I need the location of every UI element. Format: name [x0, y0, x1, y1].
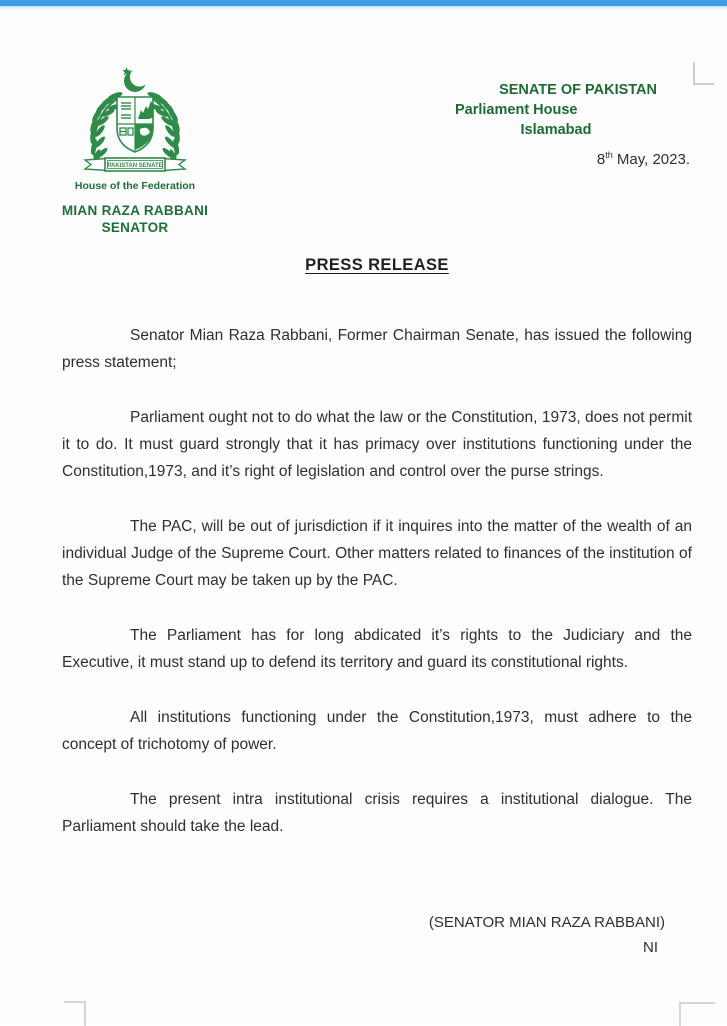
paragraph: All institutions functioning under the Constitution,1973, must adhere to the concept of trichotomy of power. — [62, 709, 692, 753]
date-day: 8 — [596, 151, 606, 168]
signature-block — [429, 910, 665, 960]
page-corner-mark — [679, 1002, 715, 1026]
sender-name: MIAN RAZA RABBANI — [61, 203, 209, 218]
date-rest: May, 2023. — [612, 151, 690, 168]
paragraph: The present intra institutional crisis requires a institutional dialogue. The Parliament should take the lead. — [62, 791, 692, 835]
signature-initials: NI — [643, 939, 658, 956]
sender-block — [35, 202, 235, 236]
emblem-caption: House of the Federation — [74, 180, 196, 192]
page-corner-mark — [693, 62, 714, 85]
shield-icon — [117, 97, 154, 152]
date-ordinal: th — [605, 150, 613, 160]
paragraph: Senator Mian Raza Rabbani, Former Chairman Senate, has issued the following press statement; — [62, 327, 692, 371]
sender-title: SENATOR — [101, 220, 169, 235]
org-city: Islamabad — [520, 122, 592, 138]
top-edge-fade — [0, 6, 727, 11]
emblem-banner-text: PAKISTAN SENATE — [107, 162, 163, 169]
paragraph: The Parliament has for long abdicated it’s rights to the Judiciary and the Executive, it must stand up to defend its territory and guard its constitutional rights. — [62, 627, 692, 671]
date — [597, 150, 690, 168]
page-corner-mark — [64, 1001, 86, 1026]
press-release-body — [62, 322, 692, 868]
org-name: SENATE OF PAKISTAN — [499, 82, 657, 98]
paragraph: The PAC, will be out of jurisdiction if it inquires into the matter of the wealth of an individual Judge of the Supreme Court. Other matters related to finances of the institution of the Supreme Court may be taken up by the PAC. — [62, 518, 692, 589]
page-title: PRESS RELEASE — [305, 256, 449, 274]
signature-name: (SENATOR MIAN RAZA RABBANI) — [428, 914, 665, 931]
org-building: Parliament House — [455, 102, 578, 118]
banner-ribbon — [85, 158, 185, 171]
org-address-block — [455, 80, 657, 140]
paragraph: Parliament ought not to do what the law or the Constitution, 1973, does not permit it to do. It must guard strongly that it has primacy over institutions functioning under the Constitution,1973, and it’s right of legislation and control over the purse strings. — [62, 409, 692, 480]
senate-of-pakistan-emblem — [80, 64, 190, 178]
crescent-star-icon — [122, 67, 149, 92]
